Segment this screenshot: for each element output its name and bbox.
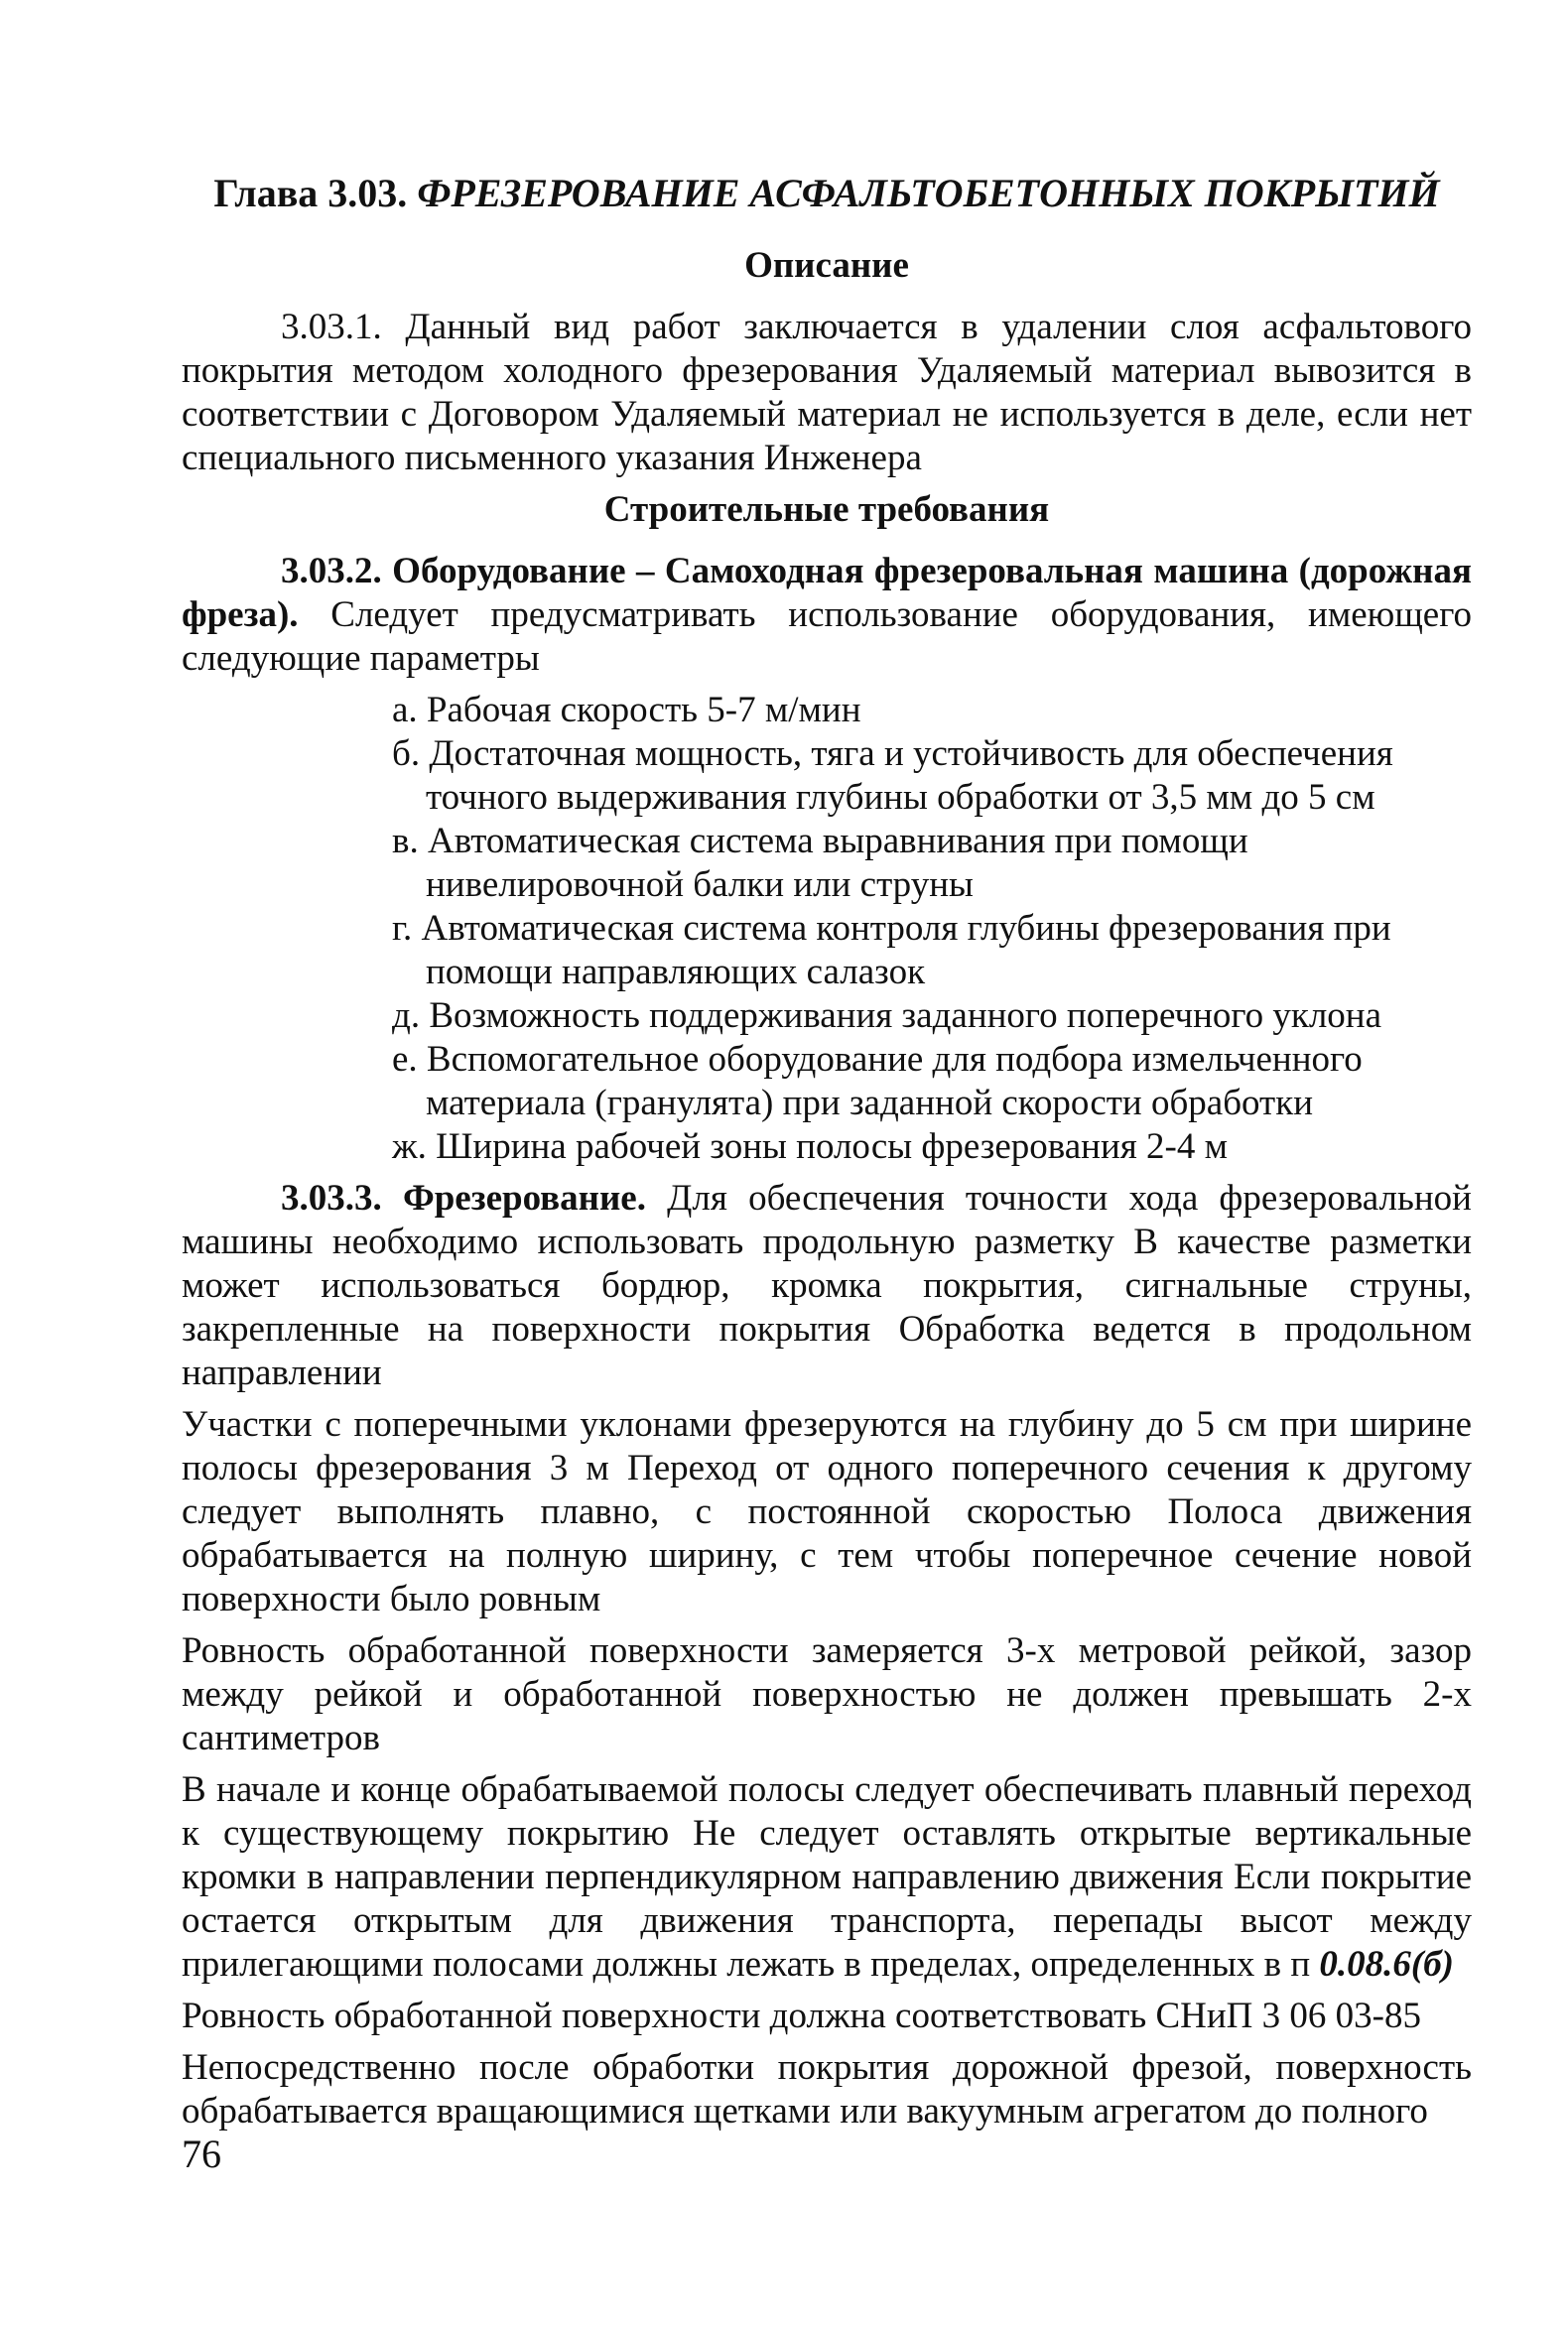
chapter-prefix: Глава 3.03. [213, 171, 418, 215]
document-page [182, 169, 1472, 2141]
paragraph-3-03-3 [182, 1177, 1472, 1395]
paragraph-snip-compliance: Ровность обработанной поверхности должна соответствовать СНиП 3 06 03-85 [182, 1996, 1421, 2036]
milling-text: Для обеспечения точности хода фрезеровальной машины необходимо использовать продольную разметку В качестве разметки может использоваться бордюр, кромка покрытия, сигнальные струны, закрепленные на поверхности покрытия Обработка ведется в продольном направлении [182, 1178, 1472, 1393]
list-item: г. Автоматическая система контроля глубины фрезерования при помощи направляющих салазок [392, 908, 1391, 992]
page-number: 76 [182, 2132, 221, 2176]
equipment-parameters-list [182, 689, 1472, 1169]
list-item: е. Вспомогательное оборудование для подбора измельченного материала (гранулята) при заданной скорости обработки [392, 1039, 1363, 1123]
chapter-title [182, 169, 1472, 218]
clause-reference-link: 0.08.6(б) [1319, 1944, 1454, 1985]
paragraph-cleaning: Непосредственно после обработки покрытия дорожной фрезой, поверхность обрабатывается вращающимися щетками или вакуумным агрегатом до полного [182, 2047, 1472, 2132]
chapter-name: ФРЕЗЕРОВАНИЕ АСФАЛЬТОБЕТОННЫХ ПОКРЫТИЙ [417, 171, 1440, 215]
list-item: в. Автоматическая система выравнивания при помощи нивелировочной балки или струны [392, 821, 1248, 905]
section-heading-description: Описание [744, 245, 909, 286]
paragraph-evenness-measure: Ровность обработанной поверхности замеряется 3-х метровой рейкой, зазор между рейкой и обработанной поверхностью не должен превышать 2-х сантиметров [182, 1630, 1472, 1758]
list-item: д. Возможность поддерживания заданного поперечного уклона [392, 995, 1382, 1036]
equipment-heading: 3.03.2. Оборудование – Самоходная фрезеровальная машина (дорожная фреза). [182, 551, 1472, 635]
paragraph-strip-transitions [182, 1768, 1472, 1987]
equipment-text: Следует предусматривать использование оборудования, имеющего следующие параметры [182, 594, 1472, 679]
section-heading-construction: Строительные требования [603, 489, 1050, 530]
paragraph-3-03-2 [182, 550, 1472, 681]
list-item: ж. Ширина рабочей зоны полосы фрезерования 2-4 м [392, 1126, 1229, 1167]
list-item: а. Рабочая скорость 5-7 м/мин [392, 690, 861, 730]
paragraph-3-03-1: 3.03.1. Данный вид работ заключается в удалении слоя асфальтового покрытия методом холодного фрезерования Удаляемый материал вывозится в соответствии с Договором Удаляемый материал не используется в деле, если нет специального письменного указания Инженера [182, 307, 1472, 478]
strip-transitions-text: В начале и конце обрабатываемой полосы следует обеспечивать плавный переход к существующему покрытию Не следует оставлять открытые вертикальные кромки в направлении перпендикулярном направлению движения Если покрытие остается открытым для движения транспорта, перепады высот между прилегающими полосами должны лежать в пределах, определенных в п [182, 1769, 1472, 1985]
list-item: б. Достаточная мощность, тяга и устойчивость для обеспечения точного выдерживания глубины обработки от 3,5 мм до 5 см [392, 733, 1393, 818]
paragraph-cross-slopes: Участки с поперечными уклонами фрезеруются на глубину до 5 см при ширине полосы фрезерования 3 м Переход от одного поперечного сечения к другому следует выполнять плавно, с постоянной скоростью Полоса движения обрабатывается на полную ширину, с тем чтобы поперечное сечение новой поверхности было ровным [182, 1404, 1472, 1619]
milling-heading: 3.03.3. Фрезерование. [281, 1178, 646, 1219]
